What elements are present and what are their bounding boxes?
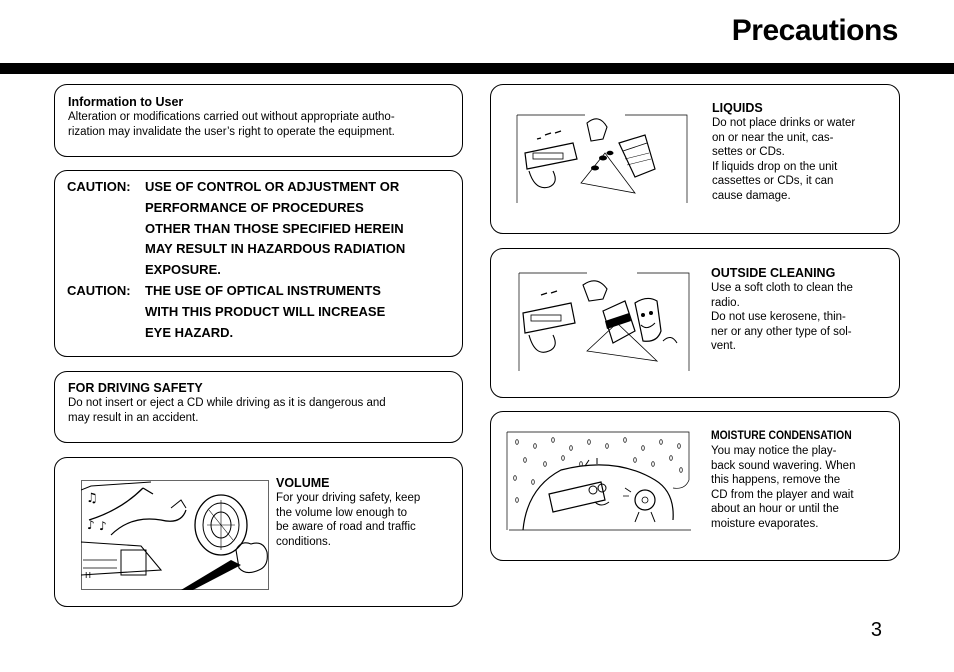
moisture-box: [490, 411, 900, 561]
svg-text:♪: ♪: [87, 518, 95, 532]
liquids-body: Do not place drinks or water on or near the unit, cas- settes or CDs. If liquids drop on the unit cassettes or CDs, it can cause damage.: [712, 117, 856, 202]
liquids-heading: LIQUIDS: [712, 101, 763, 115]
moisture-heading: MOISTURE CONDENSATION: [711, 430, 852, 442]
caution-text-1: USE OF CONTROL OR ADJUSTMENT OR PERFORMANCE OF PROCEDURES OTHER THAN THOSE SPECIFIED HEREIN MAY RESULT IN HAZARDOUS RADIATION EXPOSURE.: [145, 179, 406, 278]
liquids-illustration: [515, 113, 689, 206]
driving-safety-body: Do not insert or eject a CD while driving as it is dangerous and may result in an accident.: [68, 397, 386, 424]
info-to-user-body: Alteration or modifications carried out without appropriate autho- rization may invalidate the user’s right to operate the equipment.: [68, 111, 395, 138]
caution-text-2: THE USE OF OPTICAL INSTRUMENTS WITH THIS PRODUCT WILL INCREASE EYE HAZARD.: [145, 282, 386, 340]
outside-cleaning-body: Use a soft cloth to clean the radio. Do not use kerosene, thin- ner or any other type of sol- vent.: [711, 282, 853, 352]
cleaning-illustration: [517, 271, 691, 374]
volume-heading: VOLUME: [276, 476, 330, 490]
caution-label-2: CAUTION:: [67, 282, 131, 298]
svg-text:♫: ♫: [86, 491, 98, 506]
page-title: Precautions: [731, 14, 898, 47]
svg-text:H: H: [85, 571, 92, 580]
driving-safety-heading: FOR DRIVING SAFETY: [68, 381, 203, 395]
caution-label-1: CAUTION:: [67, 179, 131, 194]
outside-cleaning-heading: OUTSIDE CLEANING: [711, 266, 836, 280]
info-to-user-heading: Information to User: [68, 95, 184, 109]
info-to-user-box: [54, 84, 463, 157]
driving-safety-box: [54, 371, 463, 443]
liquids-box: [490, 84, 900, 234]
car-driver-illustration: [81, 480, 269, 590]
outside-cleaning-box: [490, 248, 900, 398]
moisture-body: You may notice the play- back sound wavering. When this happens, remove the CD from the player and wait about an hour or until the moisture evaporates.: [711, 445, 856, 530]
page-number: 3: [870, 619, 882, 641]
volume-body: For your driving safety, keep the volume low enough to be aware of road and traffic conditions.: [276, 492, 421, 548]
header-rule: [0, 63, 954, 74]
volume-box: [54, 457, 463, 607]
svg-text:♪: ♪: [99, 519, 107, 533]
moisture-illustration: [505, 430, 691, 534]
caution-box: [54, 170, 463, 357]
